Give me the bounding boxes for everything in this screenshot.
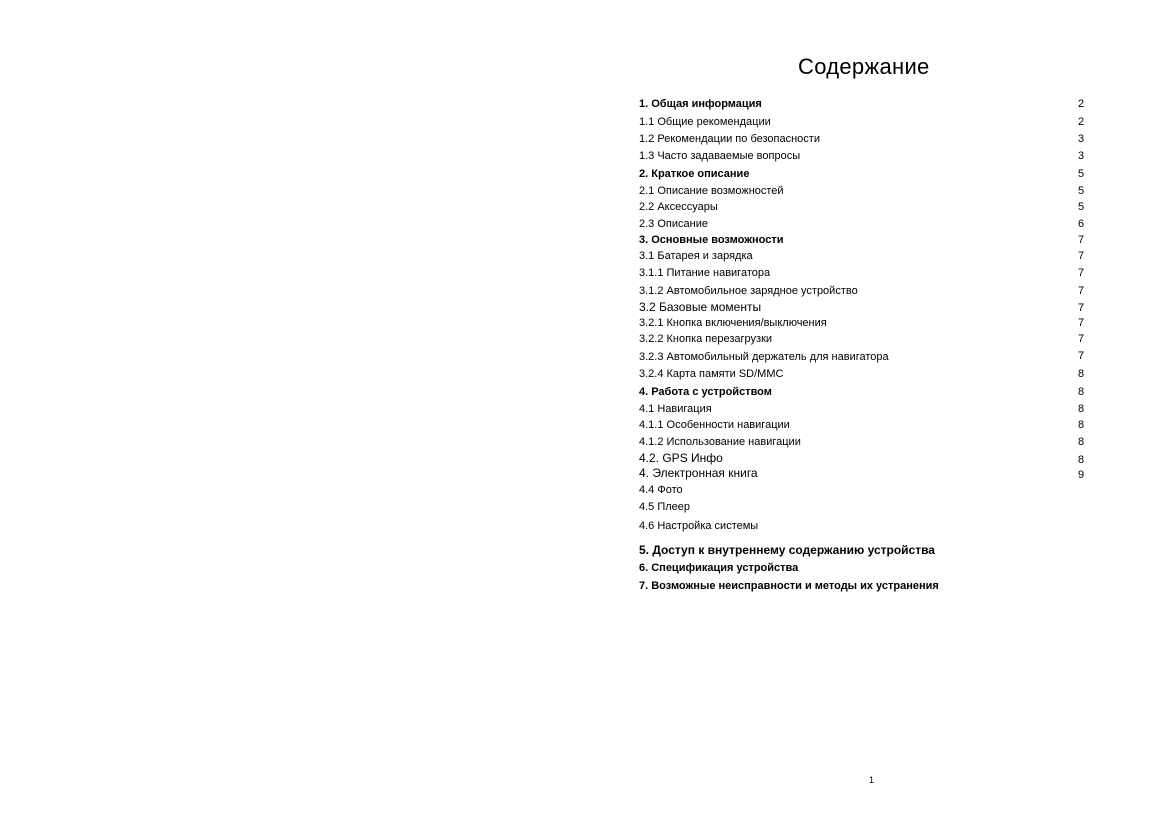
toc-entry-label: 4.1 Навигация <box>639 403 712 415</box>
toc-entry-label: 4.5 Плеер <box>639 501 691 513</box>
toc-entry-page: 3 <box>1078 150 1085 162</box>
toc-entry <box>0 167 1168 183</box>
toc-entry-label: 2.1 Описание возможностей <box>639 185 784 197</box>
toc-entry-label: 3.2.2 Кнопка перезагрузки <box>639 333 773 345</box>
toc-entry-page: 7 <box>1078 350 1085 362</box>
toc-entry <box>0 519 1168 535</box>
toc-entry-label: 3.2.1 Кнопка включения/выключения <box>639 317 827 329</box>
toc-entry-page: 2 <box>1078 116 1085 128</box>
toc-entry <box>0 233 1168 249</box>
toc-entry <box>0 435 1168 451</box>
toc-entry-page: 5 <box>1078 168 1085 180</box>
toc-entry <box>0 97 1168 113</box>
toc-entry-page: 5 <box>1078 201 1085 213</box>
toc-entry-label: 1.1 Общие рекомендации <box>639 116 771 128</box>
toc-entry-label: 6. Спецификация устройства <box>639 562 799 574</box>
toc-entry-label: 4.6 Настройка системы <box>639 520 759 532</box>
toc-entry <box>0 350 1168 366</box>
toc-entry-label: 7. Возможные неисправности и методы их устранения <box>639 580 939 592</box>
toc-entry <box>0 451 1168 467</box>
toc-entry-label: 3.1.2 Автомобильное зарядное устройство <box>639 285 858 297</box>
toc-entry-label: 3.2.3 Автомобильный держатель для навигатора <box>639 351 889 363</box>
toc-entry-label: 4.1.1 Особенности навигации <box>639 419 790 431</box>
toc-entry-page: 3 <box>1078 133 1085 145</box>
toc-entry-label: 3.1 Батарея и зарядка <box>639 250 753 262</box>
toc-entry-page: 8 <box>1078 419 1085 431</box>
toc-entry-label: 4.1.2 Использование навигации <box>639 436 801 448</box>
toc-entry-label: 2.2 Аксессуары <box>639 201 718 213</box>
toc-entry-label: 2.3 Описание <box>639 218 708 230</box>
toc-entry <box>0 249 1168 265</box>
toc-entry-label: 3.2.4 Карта памяти SD/MMC <box>639 368 784 380</box>
toc-entry <box>0 367 1168 383</box>
toc-entry-label: 5. Доступ к внутреннему содержанию устройства <box>639 543 935 557</box>
toc-entry <box>0 418 1168 434</box>
toc-entry-page: 2 <box>1078 98 1085 110</box>
toc-entry-page: 8 <box>1078 454 1085 466</box>
toc-entry <box>0 402 1168 418</box>
toc-entry <box>0 579 1168 595</box>
toc-entry-label: 4. Электронная книга <box>639 466 758 480</box>
toc-entry-page: 7 <box>1078 285 1085 297</box>
toc-entry <box>0 132 1168 148</box>
toc-entry <box>0 266 1168 282</box>
toc-entry-page: 8 <box>1078 403 1085 415</box>
toc-entry-page: 7 <box>1078 250 1085 262</box>
toc-entry <box>0 149 1168 165</box>
toc-entry <box>0 115 1168 131</box>
toc-entry <box>0 483 1168 499</box>
toc-entry-label: 4. Работа с устройством <box>639 386 772 398</box>
toc-entry-page: 7 <box>1078 333 1085 345</box>
toc-entry-page: 9 <box>1078 469 1085 481</box>
toc-entry-label: 3.1.1 Питание навигатора <box>639 267 771 279</box>
toc-entry-page: 7 <box>1078 317 1085 329</box>
toc-entry <box>0 500 1168 516</box>
toc-entry <box>0 561 1168 577</box>
toc-entry-page: 7 <box>1078 234 1085 246</box>
page-number: 1 <box>869 775 875 785</box>
toc-entry-page: 7 <box>1078 302 1085 314</box>
toc-entry-label: 4.4 Фото <box>639 484 683 496</box>
toc-entry <box>0 200 1168 216</box>
toc-entry <box>0 300 1168 316</box>
toc-entry <box>0 217 1168 233</box>
toc-entry-label: 4.2. GPS Инфо <box>639 451 723 465</box>
toc-entry <box>0 284 1168 300</box>
toc-entry-page: 8 <box>1078 386 1085 398</box>
toc-entry <box>0 184 1168 200</box>
toc-entry-page: 7 <box>1078 267 1085 279</box>
toc-entry-page: 5 <box>1078 185 1085 197</box>
toc-entry-page: 8 <box>1078 368 1085 380</box>
toc-entry-page: 6 <box>1078 218 1085 230</box>
toc-entry-label: 1. Общая информация <box>639 98 762 110</box>
toc-entry-label: 2. Краткое описание <box>639 168 750 180</box>
toc-entry <box>0 543 1168 559</box>
toc-entry <box>0 466 1168 482</box>
toc-entry-label: 1.3 Часто задаваемые вопросы <box>639 150 801 162</box>
toc-entry-label: 1.2 Рекомендации по безопасности <box>639 133 820 145</box>
toc-entry-label: 3.2 Базовые моменты <box>639 300 762 314</box>
toc-entry <box>0 332 1168 348</box>
toc-entry <box>0 316 1168 332</box>
toc-entry <box>0 385 1168 401</box>
toc-entry-label: 3. Основные возможности <box>639 234 784 246</box>
toc-title: Содержание <box>798 54 930 79</box>
toc-entry-page: 8 <box>1078 436 1085 448</box>
